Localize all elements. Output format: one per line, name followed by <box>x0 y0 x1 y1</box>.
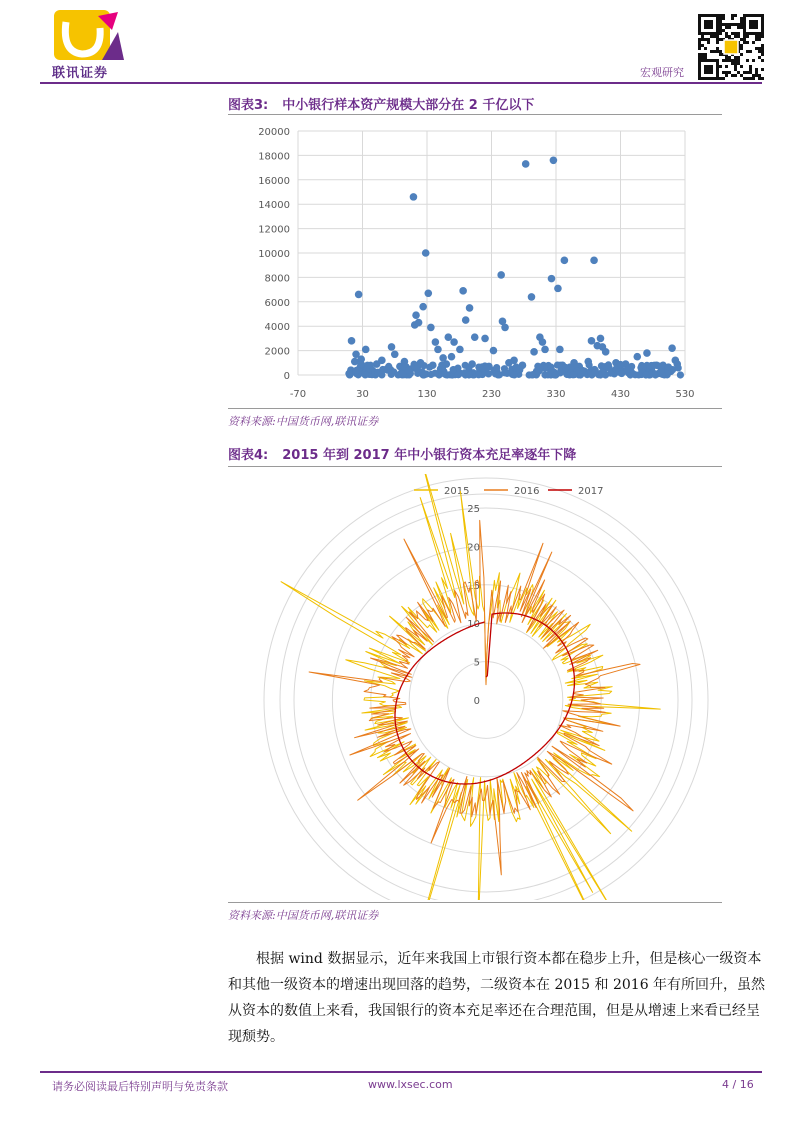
scatter-point <box>413 366 420 373</box>
scatter-point <box>528 371 535 378</box>
scatter-point <box>358 361 365 368</box>
brand-name: 联讯证券 <box>52 66 109 81</box>
scatter-point <box>412 311 420 319</box>
scatter-point <box>556 346 564 354</box>
scatter-point <box>388 343 396 351</box>
legend-label: 2015 <box>444 486 470 497</box>
scatter-point <box>484 364 491 371</box>
polar-ring <box>264 478 708 900</box>
x-tick-label: 430 <box>610 389 631 400</box>
scatter-point <box>665 363 672 370</box>
scatter-chart <box>228 118 722 410</box>
page-number: 4 / 16 <box>722 1078 754 1091</box>
scatter-point <box>494 371 501 378</box>
scatter-point <box>588 337 596 345</box>
scatter-point <box>490 347 498 355</box>
qr-code-icon <box>698 14 764 80</box>
scatter-point <box>536 363 543 370</box>
scatter-point <box>353 367 360 374</box>
x-tick-label: 530 <box>675 389 695 400</box>
scatter-point <box>510 357 518 365</box>
figure3-title <box>228 94 534 113</box>
scatter-point <box>541 346 549 354</box>
scatter-point <box>448 353 456 361</box>
y-tick-label: 20000 <box>258 127 290 138</box>
scatter-point <box>388 371 395 378</box>
scatter-point <box>456 346 464 354</box>
scatter-point <box>597 335 605 343</box>
scatter-point <box>345 370 352 377</box>
scatter-point <box>657 368 664 375</box>
scatter-point <box>378 357 386 365</box>
scatter-point <box>552 371 559 378</box>
scatter-point <box>427 324 435 332</box>
scatter-point <box>362 346 370 354</box>
scatter-point <box>434 346 442 354</box>
scatter-point <box>475 363 482 370</box>
y-tick-label: 14000 <box>258 200 290 212</box>
scatter-point <box>677 371 684 378</box>
scatter-point <box>374 369 381 376</box>
scatter-point <box>465 371 472 378</box>
section-label: 宏观研究 <box>640 66 684 79</box>
scatter-point <box>617 361 624 368</box>
scatter-point <box>501 324 509 332</box>
header-divider <box>40 82 762 84</box>
footer-disclaimer[interactable]: 请务必阅读最后特别声明与免责条款 <box>52 1080 228 1093</box>
figure4-bottom-rule <box>228 902 722 903</box>
scatter-point <box>569 371 576 378</box>
y-tick-label: 18000 <box>258 151 290 163</box>
legend-label: 2016 <box>514 486 540 497</box>
y-tick-label: 10000 <box>258 249 290 260</box>
scatter-point <box>562 364 569 371</box>
scatter-point <box>605 361 612 368</box>
scatter-point <box>432 338 440 346</box>
scatter-point <box>675 364 682 371</box>
scatter-point <box>462 316 470 324</box>
figure3-label: 图表3: <box>228 98 269 113</box>
scatter-point <box>391 350 399 358</box>
scatter-point <box>422 249 430 257</box>
r-tick-label: 5 <box>473 657 480 669</box>
scatter-point <box>348 337 356 345</box>
scatter-point <box>405 367 412 374</box>
figure3-top-rule <box>228 114 722 115</box>
scatter-point <box>497 271 505 279</box>
x-tick-label: 30 <box>356 389 369 400</box>
scatter-point <box>530 348 538 356</box>
scatter-point <box>444 333 452 341</box>
y-tick-label: 8000 <box>264 273 290 285</box>
footer-website[interactable]: www.lxsec.com <box>368 1078 453 1091</box>
figure3-source: 资料来源:中国货币网,联讯证券 <box>228 415 379 428</box>
scatter-point <box>462 362 469 369</box>
figure4-title-text: 2015 年到 2017 年中小银行资本充足率逐年下降 <box>282 448 577 463</box>
scatter-point <box>651 362 658 369</box>
polar-gridline <box>294 508 678 892</box>
scatter-point <box>493 364 500 371</box>
scatter-point <box>642 371 649 378</box>
scatter-point <box>528 293 536 301</box>
y-tick-label: 12000 <box>258 224 290 236</box>
scatter-point <box>516 366 523 373</box>
scatter-point <box>471 333 479 341</box>
figure4-title <box>228 444 576 463</box>
scatter-point <box>419 303 427 311</box>
footer-divider <box>40 1071 762 1073</box>
x-tick-label: -70 <box>289 389 307 400</box>
scatter-point <box>475 371 482 378</box>
polar-gridline <box>409 623 563 777</box>
scatter-point <box>439 364 446 371</box>
scatter-point <box>362 371 369 378</box>
scatter-point <box>544 371 551 378</box>
x-tick-label: 230 <box>481 389 502 400</box>
r-tick-label: 15 <box>467 580 480 592</box>
scatter-point <box>643 349 651 357</box>
y-tick-label: 2000 <box>264 346 290 358</box>
scatter-point <box>635 371 642 378</box>
polar-chart <box>228 474 722 900</box>
scatter-point <box>590 257 598 265</box>
scatter-point <box>501 369 508 376</box>
scatter-point <box>466 304 474 312</box>
figure3-bottom-rule <box>228 408 722 409</box>
figure3-title-text: 中小银行样本资产规模大部分在 2 千亿以下 <box>282 98 535 113</box>
scatter-point <box>421 371 428 378</box>
scatter-point <box>554 361 561 368</box>
x-tick-label: 330 <box>546 389 566 400</box>
scatter-point <box>450 366 457 373</box>
legend-label: 2017 <box>578 486 604 497</box>
figure4-label: 图表4: <box>228 448 269 463</box>
scatter-point <box>459 287 467 295</box>
r-tick-label: 20 <box>467 542 480 554</box>
polar-ring <box>280 494 692 900</box>
scatter-point <box>539 338 547 346</box>
r-tick-label: 10 <box>467 619 480 631</box>
scatter-point <box>548 275 556 283</box>
figure4-source: 资料来源:中国货币网,联讯证券 <box>228 909 379 922</box>
y-tick-label: 4000 <box>264 322 290 334</box>
y-tick-label: 16000 <box>258 175 290 187</box>
scatter-point <box>450 338 458 346</box>
scatter-point <box>415 319 423 327</box>
figure4-top-rule <box>228 466 722 467</box>
scatter-point <box>444 371 451 378</box>
r-tick-label: 25 <box>467 504 480 515</box>
x-tick-label: 130 <box>417 389 437 400</box>
body-paragraph: 根据 wind 数据显示，近年来我国上市银行资本都在稳步上升，但是核心一级资本和其他一级资本的增速出现回落的趋势，二级资本在 2015 和 2016 年有所回升，虽然从资本的数值上来看，我国银行的资本充足率还在合理范围，但是从增速上来看已经呈现颓势。 <box>228 951 766 1045</box>
scatter-point <box>554 285 562 293</box>
y-tick-label: 6000 <box>264 297 290 309</box>
scatter-point <box>455 371 462 378</box>
scatter-point <box>550 156 558 164</box>
scatter-point <box>431 370 438 377</box>
scatter-point <box>561 257 569 265</box>
scatter-point <box>410 193 418 201</box>
scatter-point <box>592 369 599 376</box>
scatter-point <box>511 371 518 378</box>
scatter-point <box>481 335 489 343</box>
scatter-point <box>355 291 363 299</box>
y-tick-label: 0 <box>283 371 290 382</box>
scatter-point <box>633 353 641 361</box>
scatter-point <box>668 344 676 352</box>
scatter-point <box>624 366 631 373</box>
scatter-point <box>602 348 610 356</box>
scatter-point <box>522 160 530 168</box>
scatter-point <box>426 364 433 371</box>
r-tick-label: 0 <box>473 696 480 707</box>
scatter-point <box>424 289 432 297</box>
